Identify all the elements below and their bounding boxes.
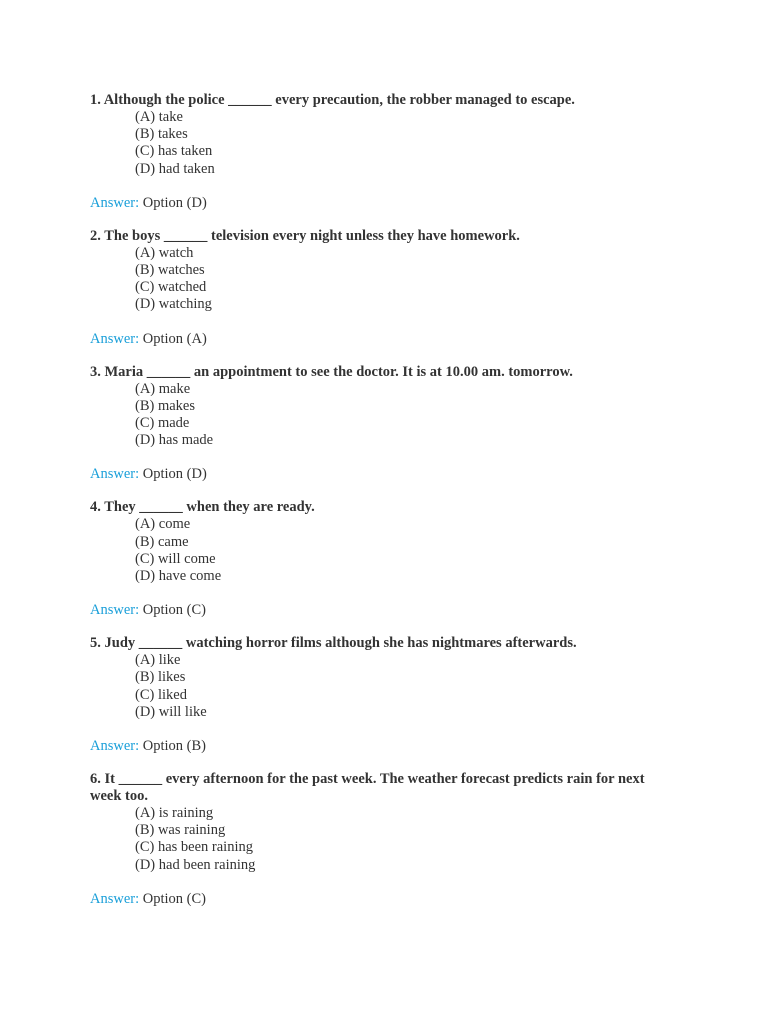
answer-label: Answer: (90, 890, 140, 907)
option-a: (A) take (135, 109, 183, 125)
question-item (90, 364, 660, 484)
option-a: (A) watch (135, 244, 194, 261)
option-a: (A) come (135, 516, 191, 533)
answer-line (90, 738, 660, 755)
option-b: (B) was raining (135, 822, 226, 839)
answer-value: Option (B) (142, 738, 206, 755)
question-item (90, 228, 660, 348)
option-list (90, 109, 660, 178)
option-d: (D) will like (135, 703, 207, 720)
option-c: (C) liked (135, 686, 187, 703)
option-list (90, 245, 660, 314)
option-d: (D) has made (135, 432, 214, 449)
question-item (90, 499, 660, 619)
option-a: (A) make (135, 380, 191, 397)
answer-line (90, 891, 660, 908)
option-b: (B) takes (135, 126, 188, 143)
answer-line (90, 466, 660, 483)
question-stem: 2. The boys ______ television every night unless they have homework. (90, 227, 520, 244)
option-list (90, 652, 660, 721)
option-b: (B) came (135, 533, 189, 550)
answer-label: Answer: (90, 738, 140, 755)
option-c: (C) has been raining (135, 839, 253, 856)
question-item (90, 635, 660, 755)
answer-value: Option (C) (142, 602, 206, 619)
answer-label: Answer: (90, 330, 140, 347)
option-list (90, 805, 660, 874)
question-stem: 6. It ______ every afternoon for the past week. The weather forecast predicts rain for next week too. (90, 771, 645, 805)
option-c: (C) has taken (135, 143, 213, 160)
option-d: (D) had taken (135, 160, 215, 177)
option-c: (C) made (135, 415, 190, 432)
question-stem: 1. Although the police ______ every precaution, the robber managed to escape. (90, 92, 575, 108)
answer-value: Option (D) (142, 194, 207, 211)
option-a: (A) like (135, 652, 181, 669)
option-list (90, 381, 660, 450)
answer-value: Option (D) (142, 466, 207, 483)
option-d: (D) watching (135, 296, 212, 313)
question-item (90, 771, 660, 908)
answer-value: Option (A) (142, 330, 207, 347)
option-b: (B) watches (135, 262, 205, 279)
question-list (90, 92, 660, 924)
question-stem: 5. Judy ______ watching horror films although she has nightmares afterwards. (90, 635, 577, 652)
option-c: (C) watched (135, 279, 207, 296)
option-b: (B) likes (135, 669, 186, 686)
option-b: (B) makes (135, 397, 195, 414)
option-list (90, 516, 660, 585)
option-d: (D) had been raining (135, 856, 256, 873)
option-a: (A) is raining (135, 805, 214, 822)
question-stem: 3. Maria ______ an appointment to see the doctor. It is at 10.00 am. tomorrow. (90, 363, 573, 380)
answer-value: Option (C) (142, 890, 206, 907)
question-item (90, 92, 660, 212)
answer-line (90, 602, 660, 619)
question-stem: 4. They ______ when they are ready. (90, 499, 315, 516)
option-d: (D) have come (135, 568, 222, 585)
answer-line (90, 331, 660, 348)
answer-label: Answer: (90, 602, 140, 619)
answer-line (90, 195, 660, 212)
answer-label: Answer: (90, 466, 140, 483)
answer-label: Answer: (90, 194, 140, 211)
option-c: (C) will come (135, 550, 216, 567)
